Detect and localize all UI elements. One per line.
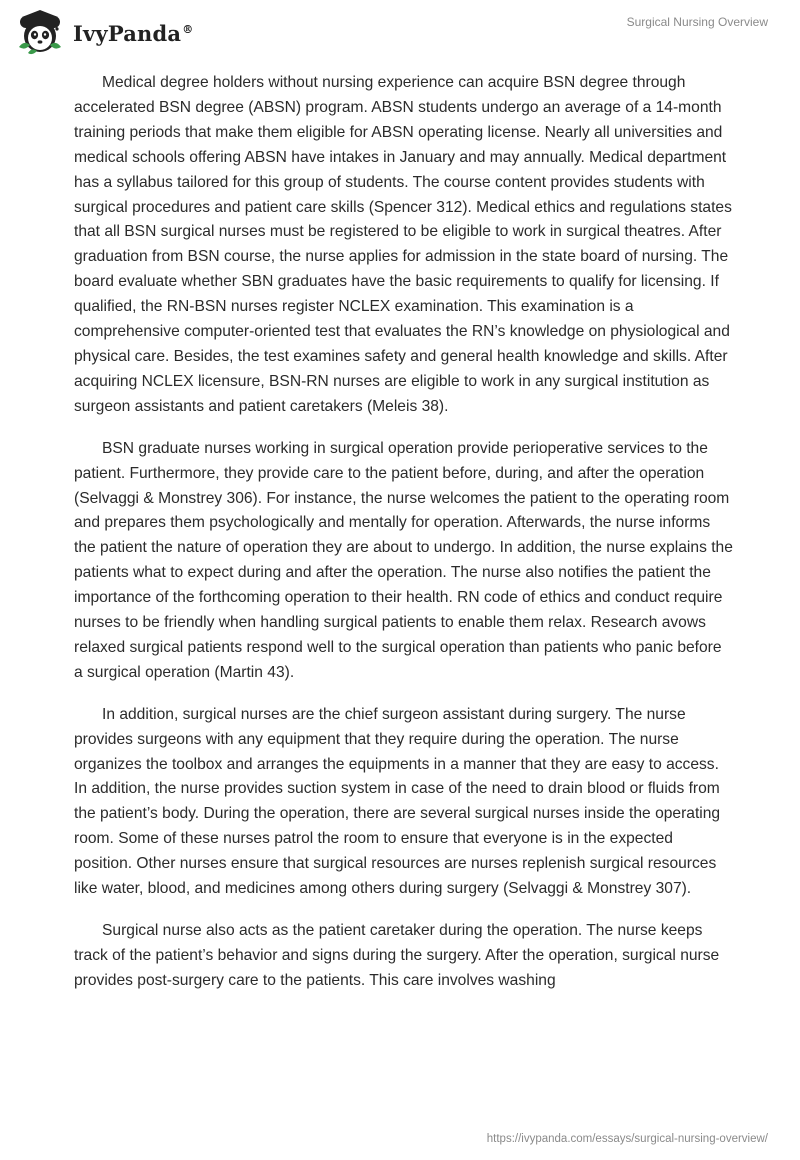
source-url[interactable]: https://ivypanda.com/essays/surgical-nursing-overview/: [486, 1133, 768, 1145]
document-title: Surgical Nursing Overview: [626, 15, 768, 29]
panda-logo-icon: [15, 7, 65, 57]
brand-name-text: IvyPanda: [73, 20, 182, 46]
paragraph: Surgical nurse also acts as the patient caretaker during the operation. The nurse keeps track of the patient’s behavior and signs during the surgery. After the operation, surgical nurse provides post-surgery care to the patients. This care involves washing: [74, 922, 720, 989]
paragraph: Medical degree holders without nursing experience can acquire BSN degree through accelerated BSN degree (ABSN) program. ABSN students undergo an average of a 14-month training periods that make them eligible for ABSN operating license. Nearly all universities and medical schools offering ABSN have intakes in January and may annually. Medical department has a syllabus tailored for this group of students. The course content provides students with surgical procedures and patient care skills (Spencer 312). Medical ethics and regulations states that all BSN surgical nurses must be registered to be eligible to work in surgical theatres. After graduation from BSN course, the nurse applies for admission in the state board of nursing. The board evaluate whether SBN graduates have the basic requirements to qualify for licensing. If qualified, the RN-BSN nurses register NCLEX examination. This examination is a comprehensive computer-oriented test that evaluates the RN’s knowledge on physiological and physical care. Besides, the test examines safety and general health knowledge and skills. After acquiring NCLEX licensure, BSN-RN nurses are eligible to work in any surgical institution as surgeon assistants and patient caretakers (Meleis 38).: [74, 74, 732, 415]
page-header: [0, 0, 800, 60]
paragraph: BSN graduate nurses working in surgical operation provide perioperative services to the patient. Furthermore, they provide care to the patient before, during, and after the operation (Selvaggi & Monstrey 306). For instance, the nurse welcomes the patient to the operating room and prepares them psychologically and mentally for operation. Afterwards, the nurse informs the patient the nature of operation they are about to undergo. In addition, the nurse explains the patients what to expect during and after the operation. The nurse also notifies the patient the importance of the forthcoming operation to their health. RN code of ethics and conduct require nurses to be friendly when handling surgical patients to enable them relax. Research avows relaxed surgical patients respond well to the surgical operation than patients who panic before a surgical operation (Martin 43).: [74, 439, 733, 681]
paragraph: In addition, surgical nurses are the chief surgeon assistant during surgery. The nurse provides surgeons with any equipment that they require during the operation. The nurse organizes the toolbox and arranges the equipments in a manner that they are easy to access. In addition, the nurse provides suction system in case of the need to drain blood or fluids from the patient’s body. During the operation, there are several surgical nurses inside the operating room. Some of these nurses patrol the room to ensure that everyone is in the expected position. Other nurses ensure that surgical resources are nurses replenish surgical resources like water, blood, and medicines among others during surgery (Selvaggi & Monstrey 307).: [74, 705, 721, 898]
essay-body: [74, 71, 734, 1011]
registered-mark: ®: [182, 22, 194, 36]
brand-name: [73, 21, 193, 46]
ivypanda-logo[interactable]: [15, 7, 193, 57]
